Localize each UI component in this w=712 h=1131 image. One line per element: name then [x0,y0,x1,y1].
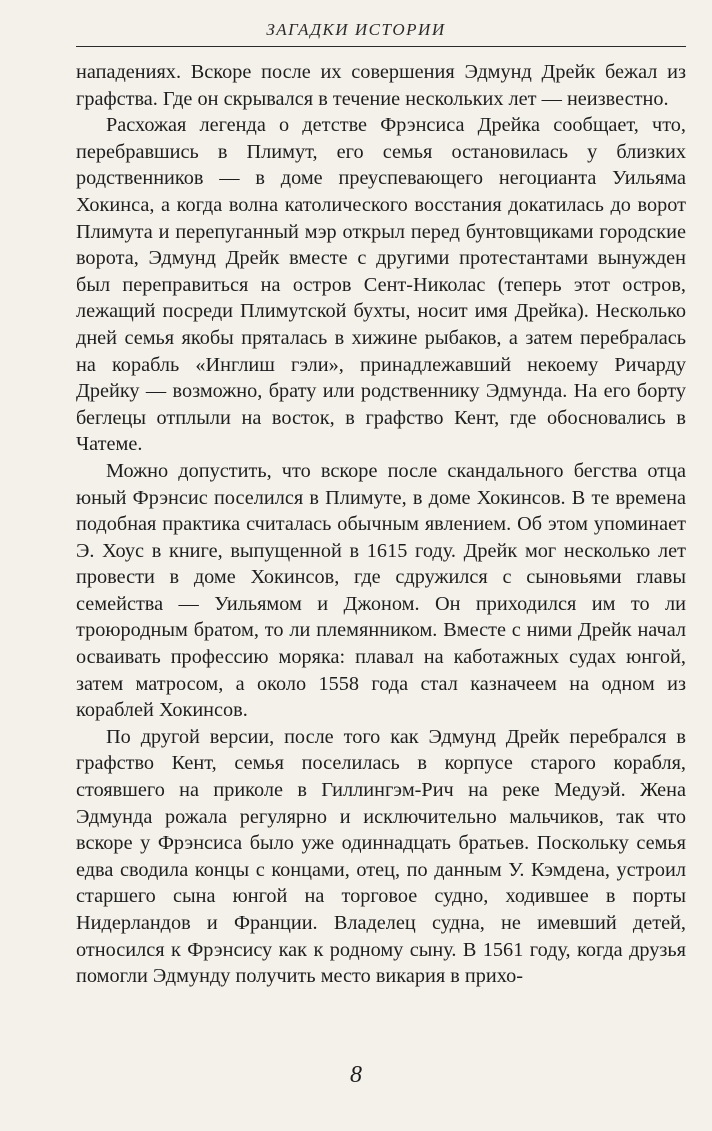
paragraph: нападениях. Вскоре после их совершения Эдмунд Дрейк бежал из графства. Где он скрывался в течение нескольких лет — неизвестно. [76,61,686,110]
header-rule [76,46,686,47]
body-text [76,59,686,990]
paragraph: Расхожая легенда о детстве Фрэнсиса Дрейка сообщает, что, перебравшись в Плимут, его семья остановилась у близких родственников — в доме преуспевающего негоцианта Уильяма Хокинса, а когда волна католического восстания докатилась до ворот Плимута и перепуганный мэр открыл перед бунтовщиками городские ворота, Эдмунд Дрейк вместе с другими протестантами вынужден был переправиться на остров Сент-Николас (теперь этот остров, лежащий посреди Плимутской бухты, носит имя Дрейка). Несколько дней семья якобы пряталась в хижине рыбаков, а затем перебралась на корабль «Инглиш гэли», принадлежавший некоему Ричарду Дрейку — возможно, брату или родственнику Эдмунда. На его борту беглецы отплыли на восток, в графство Кент, где обосновались в Чатеме. [76,114,686,456]
paragraph: По другой версии, после того как Эдмунд Дрейк перебрался в графство Кент, семья поселилась в корпусе старого корабля, стоявшего на приколе в Гиллингэм-Рич на реке Медуэй. Жена Эдмунда рожала регулярно и исключительно мальчиков, так что вскоре у Фрэнсиса было уже одиннадцать братьев. Поскольку семья едва сводила концы с концами, отец, по данным У. Кэмдена, устроил старшего сына юнгой на торговое судно, ходившее в порты Нидерландов и Франции. Владелец судна, не имевший детей, относился к Фрэнсису как к родному сыну. В 1561 году, когда друзья помогли Эдмунду получить место викария в прихо- [76,725,686,988]
running-head: ЗАГАДКИ ИСТОРИИ [266,20,446,39]
paragraph: Можно допустить, что вскоре после скандального бегства отца юный Фрэнсис поселился в Плимуте, в доме Хокинсов. В те времена подобная практика считалась обычным явлением. Об этом упоминает Э. Хоус в книге, выпущенной в 1615 году. Дрейк мог несколько лет провести в доме Хокинсов, где сдружился с сыновьями главы семейства — Уильямом и Джоном. Он приходился им то ли троюродным братом, то ли племянником. Вместе с ними Дрейк начал осваивать профессию моряка: плавал на каботажных судах юнгой, затем матросом, а около 1558 года стал казначеем на одном из кораблей Хокинсов. [76,459,686,722]
page-number: 8 [350,1062,362,1088]
